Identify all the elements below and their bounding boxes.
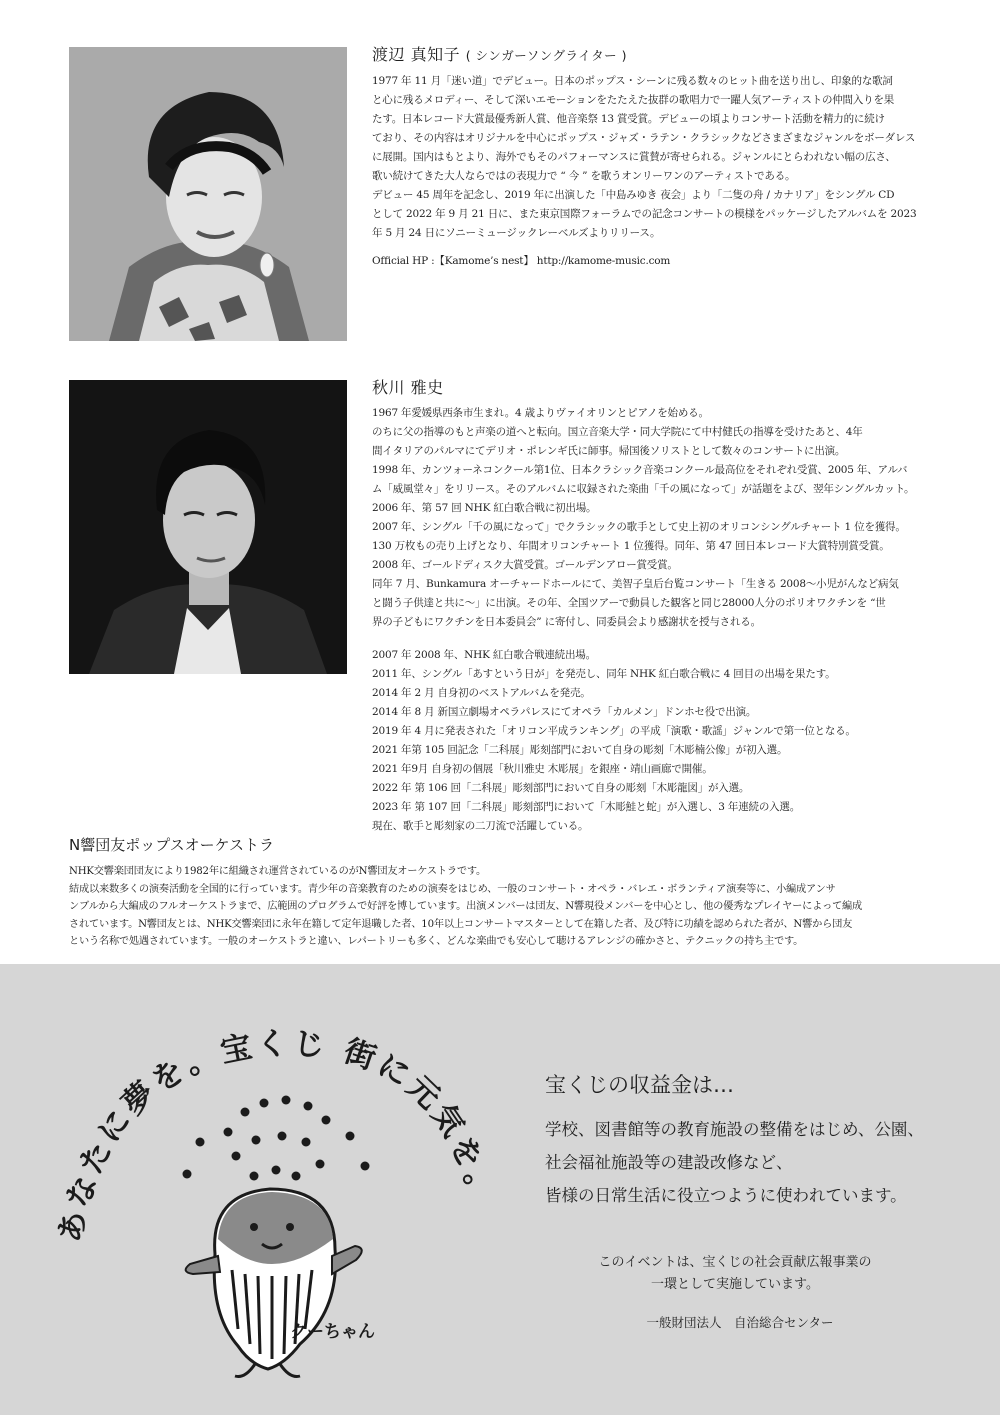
orchestra-line: ンブルから大編成のフルオーケストラまで、広範囲のプログラムで好評を博しています。出演メンバーは団友、N響現役メンバーを中心とし、他の優秀なプレイヤーによって編成 <box>69 901 863 912</box>
orchestra-line: NHK交響楽団団友により1982年に組織され運営されているのがN響団友オーケストラです。 <box>69 866 486 877</box>
orchestra-line: という名称で処遇されています。一般のオーケストラと違い、レパートリーも多く、どんな楽曲でも安心して聴けるアレンジの確かさと、テクニックの持ち主です。 <box>69 936 804 947</box>
bio-line: 2021 年第 105 回記念「二科展」彫刻部門において自身の彫刻「木彫楠公像」が初入選。 <box>372 744 788 756</box>
artist2-bio-text-a <box>372 404 932 632</box>
organization-name: 一般財団法人 自治総合センター <box>646 1315 834 1330</box>
bio-line: 歌い続けてきた大人ならではの表現力で “ 今 ” を歌うオンリーワンのアーティストである。 <box>372 170 796 182</box>
artist1-heading <box>372 44 932 67</box>
orchestra-line: されています。N響団友とは、NHK交響楽団に永年在籍して定年退職した者、10年以上コンサートマスターとして在籍した者、及び特に功績を認められた者が、N響から団友 <box>69 918 853 930</box>
bio-line: として 2022 年 9 月 21 日に、また東京国際フォーラムでの記念コンサートの模様をパッケージしたアルバムを 2023 <box>372 208 917 220</box>
orchestra-section <box>69 835 939 951</box>
bio-line: に展開。国内はもとより、海外でもそのパフォーマンスに賞賛が寄せられる。ジャンルにとらわれない幅の広さ、 <box>372 151 896 163</box>
bio-line: 2014 年 8 月 新国立劇場オペラパレスにてオペラ「カルメン」ドンホセ役で出演。 <box>372 706 757 718</box>
bio-line: 2014 年 2 月 自身初のベストアルバムを発売。 <box>372 687 591 699</box>
lottery-body-line: 皆様の日常生活に役立つように使われています。 <box>545 1186 907 1205</box>
artist1-bio-text <box>372 72 932 243</box>
bio-line: 1998 年、カンツォーネコンクール第1位、日本クラシック音楽コンクール最高位をそれぞれ受賞、2005 年、アルバ <box>372 464 908 476</box>
bio-line: 130 万枚もの売り上げとなり、年間オリコンチャート 1 位獲得。同年、第 47 回日本レコード大賞特別賞受賞。 <box>372 540 890 552</box>
bio-line: と心に残るメロディー、そして深いエモーションをたたえた抜群の歌唱力で一躍人気アーティストの仲間入りを果 <box>372 94 895 106</box>
bio-line: たす。日本レコード大賞最優秀新人賞、他音楽祭 13 賞受賞。デビューの頃よりコンサート活動を精力的に続け <box>372 113 885 125</box>
lottery-body-line: 社会福祉施設等の建設改修など、 <box>545 1153 793 1172</box>
bio-line: デビュー 45 周年を記念し、2019 年に出演した「中島みゆき 夜会」より「二隻の舟 / カナリア」をシングル CD <box>372 189 895 201</box>
bio-line: 1967 年愛媛県西条市生まれ。4 歳よりヴァイオリンとピアノを始める。 <box>372 407 709 419</box>
orchestra-text <box>69 863 939 951</box>
bio-line: 2007 年 2008 年、NHK 紅白歌合戦連続出場。 <box>372 649 596 661</box>
artist1-role: ( シンガーソングライター ) <box>465 48 627 63</box>
lottery-logo <box>50 1024 490 1384</box>
lottery-body-line: 学校、図書館等の教育施設の整備をはじめ、公園、 <box>545 1120 924 1139</box>
bio-line: 現在、歌手と彫刻家の二刀流で活躍している。 <box>372 820 589 832</box>
bio-line: 2021 年9月 自身初の個展「秋川雅史 木彫展」を銀座・靖山画廊で開催。 <box>372 763 713 775</box>
lottery-note-line: 一環として実施しています。 <box>651 1277 819 1292</box>
lottery-heading: 宝くじの収益金は… <box>545 1073 734 1097</box>
bio-line: 間イタリアのパルマにてデリオ・ポレンギ氏に師事。帰国後ソリストとして数々のコンサートに出演。 <box>372 445 846 457</box>
whale-mascot-icon <box>186 1189 362 1377</box>
mascot-name: クーちゃん <box>290 1322 375 1342</box>
artist1-photo <box>69 47 347 341</box>
artist1-bio <box>372 44 932 271</box>
bio-line: 2006 年、第 57 回 NHK 紅白歌合戦に初出場。 <box>372 502 597 514</box>
bio-line: 同年 7 月、Bunkamura オーチャードホールにて、美智子皇后台覧コンサート「生きる 2008～小児がんなど病気 <box>372 578 899 590</box>
artist2-photo <box>69 380 347 674</box>
slogan-text: あなたに夢を。宝くじ 街に元気を <box>52 1025 490 1246</box>
bio-line: ム「威風堂々」をリリース。そのアルバムに収録された楽曲「千の風になって」が話題をよび、翌年シングルカット。 <box>372 483 915 495</box>
artist2-bio-text-b <box>372 646 932 836</box>
bio-line: 年 5 月 24 日にソニーミュージックレーベルズよりリリース。 <box>372 227 661 239</box>
lottery-footer <box>0 964 1000 1415</box>
lottery-note-line: このイベントは、宝くじの社会貢献広報事業の <box>598 1255 872 1270</box>
artist2-bio <box>372 377 932 836</box>
bio-line: 2008 年、ゴールドディスク大賞受賞。ゴールデンアロー賞受賞。 <box>372 559 678 571</box>
bio-line: のちに父の指導のもと声楽の道へと転向。国立音楽大学・同大学院にて中村健氏の指導を受けたあと、4年 <box>372 426 863 438</box>
artist1-name: 渡辺 真知子 <box>372 45 461 64</box>
lottery-note <box>545 1252 925 1296</box>
bio-line: 2007 年、シングル「千の風になって」でクラシックの歌手として史上初のオリコンシングルチャート 1 位を獲得。 <box>372 521 906 533</box>
bio-line: 2022 年 第 106 回「二科展」彫刻部門において自身の彫刻「木彫龍図」が入選。 <box>372 782 750 794</box>
bio-line: 1977 年 11 月「迷い道」でデビュー。日本のポップス・シーンに残る数々のヒット曲を送り出し、印象的な歌詞 <box>372 75 893 87</box>
bio-line: と闘う子供達と共に～」に出演。その年、全国ツアーで動員した観客と同じ28000人分のポリオワクチンを “世 <box>372 597 886 609</box>
lottery-body <box>545 1113 924 1212</box>
bio-line: 2023 年 第 107 回「二科展」彫刻部門において「木彫鮭と蛇」が入選し、3 年連続の入選。 <box>372 801 801 813</box>
orchestra-line: 結成以来数多くの演奏活動を全国的に行っています。青少年の音楽教育のための演奏をはじめ、一般のコンサート・オペラ・バレエ・ボランティア演奏等に、小編成アンサ <box>69 883 836 895</box>
artist2-name: 秋川 雅史 <box>372 378 444 397</box>
bio-line: ており、その内容はオリジナルを中心にポップス・ジャズ・ラテン・クラシックなどさまざまなジャンルをボーダレス <box>372 132 916 144</box>
fountain-dots-icon <box>183 1096 370 1181</box>
artist1-homepage: Official HP :【Kamome’s nest】 http://kamome-music.com <box>372 255 671 267</box>
bio-line: 2011 年、シングル「あすという日が」を発売し、同年 NHK 紅白歌合戦に 4 回目の出場を果たす。 <box>372 668 836 680</box>
orchestra-title: N響団友ポップスオーケストラ <box>69 836 275 854</box>
bio-line: 界の子どもにワクチンを日本委員会” に寄付し、同委員会より感謝状を授与される。 <box>372 616 761 628</box>
bio-line: 2019 年 4 月に発表された「オリコン平成ランキング」の平成「演歌・歌謡」ジャンルで第一位となる。 <box>372 725 856 737</box>
